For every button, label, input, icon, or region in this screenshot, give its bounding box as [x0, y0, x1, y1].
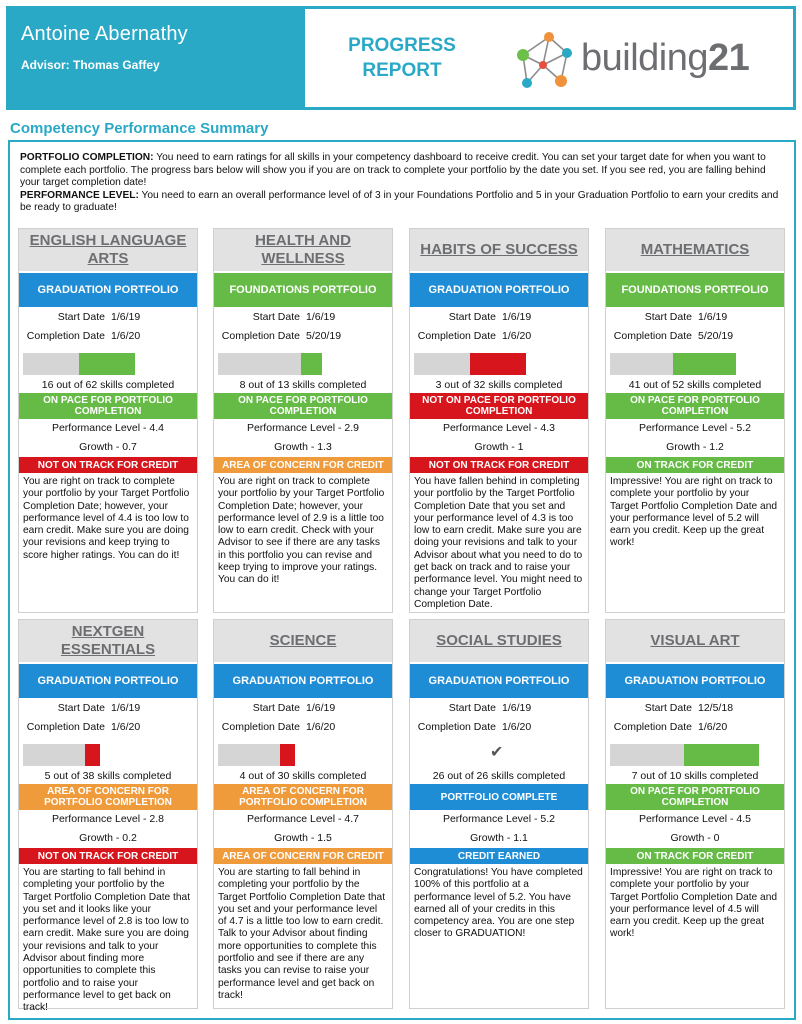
completion-date-row [214, 326, 392, 345]
student-banner [9, 9, 305, 107]
performance-level: Performance Level - 2.9 [246, 422, 360, 434]
performance-level: Performance Level - 5.2 [638, 422, 752, 434]
skills-completed: 4 out of 30 skills completed [239, 770, 367, 782]
completion-date-value: 5/20/19 [698, 329, 734, 342]
section-title: Competency Performance Summary [10, 120, 269, 137]
skills-completed: 8 out of 13 skills completed [239, 379, 367, 391]
completion-date-label: Completion Date [613, 720, 692, 733]
start-date-label: Start Date [644, 310, 692, 323]
skills-completed: 5 out of 38 skills completed [44, 770, 172, 782]
completion-date-row [214, 717, 392, 736]
performance-level: Performance Level - 4.4 [51, 422, 165, 434]
checkmark-icon: ✔ [490, 744, 504, 761]
completion-date-value: 1/6/20 [698, 720, 728, 733]
credit-status-badge: AREA OF CONCERN FOR CREDIT [214, 848, 392, 864]
start-date-label: Start Date [448, 701, 496, 714]
skills-completed: 41 out of 52 skills completed [628, 379, 762, 391]
completion-date-value: 5/20/19 [306, 329, 342, 342]
skills-completed: 7 out of 10 skills completed [631, 770, 759, 782]
logo-number: 21 [708, 37, 750, 79]
pace-status-badge: ON PACE FOR PORTFOLIO COMPLETION [19, 393, 197, 419]
credit-status-badge: NOT ON TRACK FOR CREDIT [410, 457, 588, 473]
start-date-row [410, 307, 588, 326]
start-date-value: 1/6/19 [502, 701, 532, 714]
start-date-row [606, 698, 784, 717]
start-date-row [214, 307, 392, 326]
progress-bar-track [23, 744, 100, 766]
credit-status-badge: ON TRACK FOR CREDIT [606, 457, 784, 473]
feedback-message: You are right on track to complete your portfolio by your Target Portfolio Completion Date; however, your performance level of 4.4 is too low to earn credit. Make sure you are doing your revisions and keep trying to score higher ratings. You can do it! [23, 476, 190, 561]
portfolio-type-banner: GRADUATION PORTFOLIO [19, 273, 197, 307]
report-title-line2: REPORT [362, 60, 442, 81]
competency-card [18, 228, 198, 613]
completion-date-row [606, 326, 784, 345]
pace-status-badge: NOT ON PACE FOR PORTFOLIO COMPLETION [410, 393, 588, 419]
growth-value: Growth - 1.2 [666, 441, 724, 453]
completion-date-row [606, 717, 784, 736]
progress-bar-track [218, 744, 295, 766]
report-header [6, 6, 796, 110]
performance-level: Performance Level - 5.2 [442, 813, 556, 825]
start-date-value: 1/6/19 [306, 701, 336, 714]
start-date-row [410, 698, 588, 717]
competency-card [409, 619, 589, 1009]
credit-status-badge: NOT ON TRACK FOR CREDIT [19, 457, 197, 473]
student-name: Antoine Abernathy [21, 23, 188, 45]
progress-indicator [606, 736, 784, 768]
competency-title: HABITS OF SUCCESS [410, 229, 588, 271]
competency-card [409, 228, 589, 613]
skills-completed: 16 out of 62 skills completed [41, 379, 175, 391]
progress-indicator [19, 736, 197, 768]
feedback-message: Congratulations! You have completed 100% of this portfolio at a performance level of 5.2. You have earned all of your credits in this competency area. You are one step closer to GRADUATION! [414, 867, 583, 940]
pace-status-badge: ON PACE FOR PORTFOLIO COMPLETION [606, 393, 784, 419]
report-title-line1: PROGRESS [348, 35, 456, 56]
start-date-value: 1/6/19 [502, 310, 532, 323]
portfolio-type-banner: GRADUATION PORTFOLIO [214, 664, 392, 698]
competency-card [18, 619, 198, 1014]
credit-status-badge: NOT ON TRACK FOR CREDIT [19, 848, 197, 864]
growth-value: Growth - 1 [474, 441, 524, 453]
start-date-label: Start Date [57, 701, 105, 714]
growth-value: Growth - 1.5 [274, 832, 332, 844]
start-date-value: 1/6/19 [111, 310, 141, 323]
logo-word: building [581, 37, 708, 79]
feedback-message: Impressive! You are right on track to complete your portfolio by your Target Portfolio Completion Date and your performance level of 5.2 will earn you credit. Keep up the great work! [610, 476, 778, 549]
logo-wordmark [581, 37, 749, 80]
progress-bar-fill [301, 353, 322, 375]
start-date-value: 1/6/19 [698, 310, 728, 323]
completion-date-value: 1/6/20 [502, 329, 532, 342]
start-date-row [19, 307, 197, 326]
completion-date-label: Completion Date [417, 720, 496, 733]
start-date-value: 1/6/19 [111, 701, 141, 714]
completion-date-row [19, 326, 197, 345]
growth-value: Growth - 0.7 [79, 441, 137, 453]
portfolio-completion-label: PORTFOLIO COMPLETION: [20, 152, 154, 163]
feedback-message: You are starting to fall behind in completing your portfolio by the Target Portfolio Completion Date that you set and your performance level of 4.7 is a little too low to earn credit. Talk to your Advisor about finding more opportunities to complete this portfolio and see if there are any tasks you can revise to raise your performance level and get back on track! [218, 867, 386, 1001]
growth-value: Growth - 0 [670, 832, 720, 844]
advisor-name: Advisor: Thomas Gaffey [21, 58, 160, 72]
progress-bar-fill [684, 744, 759, 766]
competency-title: VISUAL ART [606, 620, 784, 662]
growth-value: Growth - 1.1 [470, 832, 528, 844]
portfolio-type-banner: FOUNDATIONS PORTFOLIO [606, 273, 784, 307]
progress-indicator [214, 736, 392, 768]
pace-status-badge: AREA OF CONCERN FOR PORTFOLIO COMPLETION [19, 784, 197, 810]
network-logo-icon [509, 25, 581, 95]
progress-bar-track [610, 353, 736, 375]
start-date-row [19, 698, 197, 717]
progress-bar-fill [470, 353, 526, 375]
completion-date-label: Completion Date [26, 329, 105, 342]
progress-indicator [606, 345, 784, 377]
start-date-label: Start Date [252, 310, 300, 323]
start-date-row [214, 698, 392, 717]
portfolio-type-banner: FOUNDATIONS PORTFOLIO [214, 273, 392, 307]
completion-date-label: Completion Date [221, 329, 300, 342]
completion-date-row [19, 717, 197, 736]
feedback-message: You are starting to fall behind in completing your portfolio by the Target Portfolio Completion Date that you set and it looks like your performance level of 2.8 is too low to earn credit. Make sure you are doing your revisions and talk to your Advisor about finding more opportunities to complete this portfolio and to raise your performance level to get back on track! [23, 867, 191, 1014]
feedback-message: You have fallen behind in completing your portfolio by the Target Portfolio Completion Date that you set and your performance level of 4.3 is too low to earn credit. Make sure you are doing your revisions and talk to your Advisor about what you need to do to get back on track and to raise your performance level. You might need to change your Target Portfolio Completion Date. [414, 476, 583, 610]
competency-card [213, 619, 393, 1009]
progress-bar-track [23, 353, 135, 375]
progress-indicator [19, 345, 197, 377]
start-date-label: Start Date [644, 701, 692, 714]
competency-title: NEXTGEN ESSENTIALS [19, 620, 197, 662]
summary-panel [8, 140, 796, 1020]
competency-title: HEALTH AND WELLNESS [214, 229, 392, 271]
credit-status-badge: AREA OF CONCERN FOR CREDIT [214, 457, 392, 473]
start-date-value: 12/5/18 [698, 701, 734, 714]
portfolio-type-banner: GRADUATION PORTFOLIO [606, 664, 784, 698]
competency-card [605, 228, 785, 613]
completion-date-label: Completion Date [613, 329, 692, 342]
performance-level: Performance Level - 2.8 [51, 813, 165, 825]
pace-status-badge: ON PACE FOR PORTFOLIO COMPLETION [606, 784, 784, 810]
performance-level: Performance Level - 4.7 [246, 813, 360, 825]
pace-status-badge: ON PACE FOR PORTFOLIO COMPLETION [214, 393, 392, 419]
skills-completed: 3 out of 32 skills completed [435, 379, 563, 391]
start-date-row [606, 307, 784, 326]
competency-card [605, 619, 785, 1009]
building21-logo [509, 25, 779, 95]
performance-level: Performance Level - 4.3 [442, 422, 556, 434]
progress-indicator [410, 345, 588, 377]
credit-status-badge: CREDIT EARNED [410, 848, 588, 864]
portfolio-type-banner: GRADUATION PORTFOLIO [19, 664, 197, 698]
feedback-message: You are right on track to complete your portfolio by your Target Portfolio Completion Date; however, your performance level of 2.9 is a little too low to earn credit. Check with your Advisor to see if there are any tasks in this portfolio you can revise and keep trying to improve your ratings. You can do it! [218, 476, 385, 586]
competency-title: MATHEMATICS [606, 229, 784, 271]
intro-text [20, 152, 780, 215]
feedback-message: Impressive! You are right on track to complete your portfolio by your Target Portfolio Completion Date and your performance level of 4.5 will earn you credit. Keep up the great work! [610, 867, 778, 940]
completion-date-label: Completion Date [221, 720, 300, 733]
competency-card [213, 228, 393, 613]
completion-date-value: 1/6/20 [111, 329, 141, 342]
completion-date-row [410, 717, 588, 736]
completion-date-value: 1/6/20 [111, 720, 141, 733]
completion-date-label: Completion Date [417, 329, 496, 342]
performance-level: Performance Level - 4.5 [638, 813, 752, 825]
progress-bar-track [218, 353, 322, 375]
start-date-label: Start Date [57, 310, 105, 323]
completion-date-value: 1/6/20 [502, 720, 532, 733]
progress-bar-track [414, 353, 526, 375]
report-title [327, 33, 477, 83]
start-date-label: Start Date [252, 701, 300, 714]
completion-date-label: Completion Date [26, 720, 105, 733]
skills-completed: 26 out of 26 skills completed [432, 770, 566, 782]
growth-value: Growth - 0.2 [79, 832, 137, 844]
competency-title: SOCIAL STUDIES [410, 620, 588, 662]
progress-indicator [214, 345, 392, 377]
completion-date-row [410, 326, 588, 345]
progress-bar-fill [85, 744, 100, 766]
portfolio-type-banner: GRADUATION PORTFOLIO [410, 664, 588, 698]
growth-value: Growth - 1.3 [274, 441, 332, 453]
credit-status-badge: ON TRACK FOR CREDIT [606, 848, 784, 864]
progress-bar-track [610, 744, 759, 766]
completion-date-value: 1/6/20 [306, 720, 336, 733]
competency-title: SCIENCE [214, 620, 392, 662]
progress-indicator [410, 736, 588, 768]
performance-level-text: You need to earn an overall performance level of of 3 in your Foundations Portfolio and 5 in your Graduation Portfolio to earn your credits and be ready to graduate! [20, 189, 779, 213]
progress-bar-fill [280, 744, 295, 766]
pace-status-badge: PORTFOLIO COMPLETE [410, 784, 588, 810]
portfolio-completion-text: You need to earn ratings for all skills in your competency dashboard to receive credit. You can set your target date for when you want to complete each portfolio. The progress bars below will show you if you are on track to complete your portfolio by the date you set. If you see red, you are falling behind your target completion date! [20, 152, 766, 188]
start-date-value: 1/6/19 [306, 310, 336, 323]
performance-level-label: PERFORMANCE LEVEL: [20, 189, 139, 201]
competency-title: ENGLISH LANGUAGE ARTS [19, 229, 197, 271]
pace-status-badge: AREA OF CONCERN FOR PORTFOLIO COMPLETION [214, 784, 392, 810]
start-date-label: Start Date [448, 310, 496, 323]
progress-bar-fill [79, 353, 135, 375]
progress-bar-fill [673, 353, 736, 375]
portfolio-type-banner: GRADUATION PORTFOLIO [410, 273, 588, 307]
